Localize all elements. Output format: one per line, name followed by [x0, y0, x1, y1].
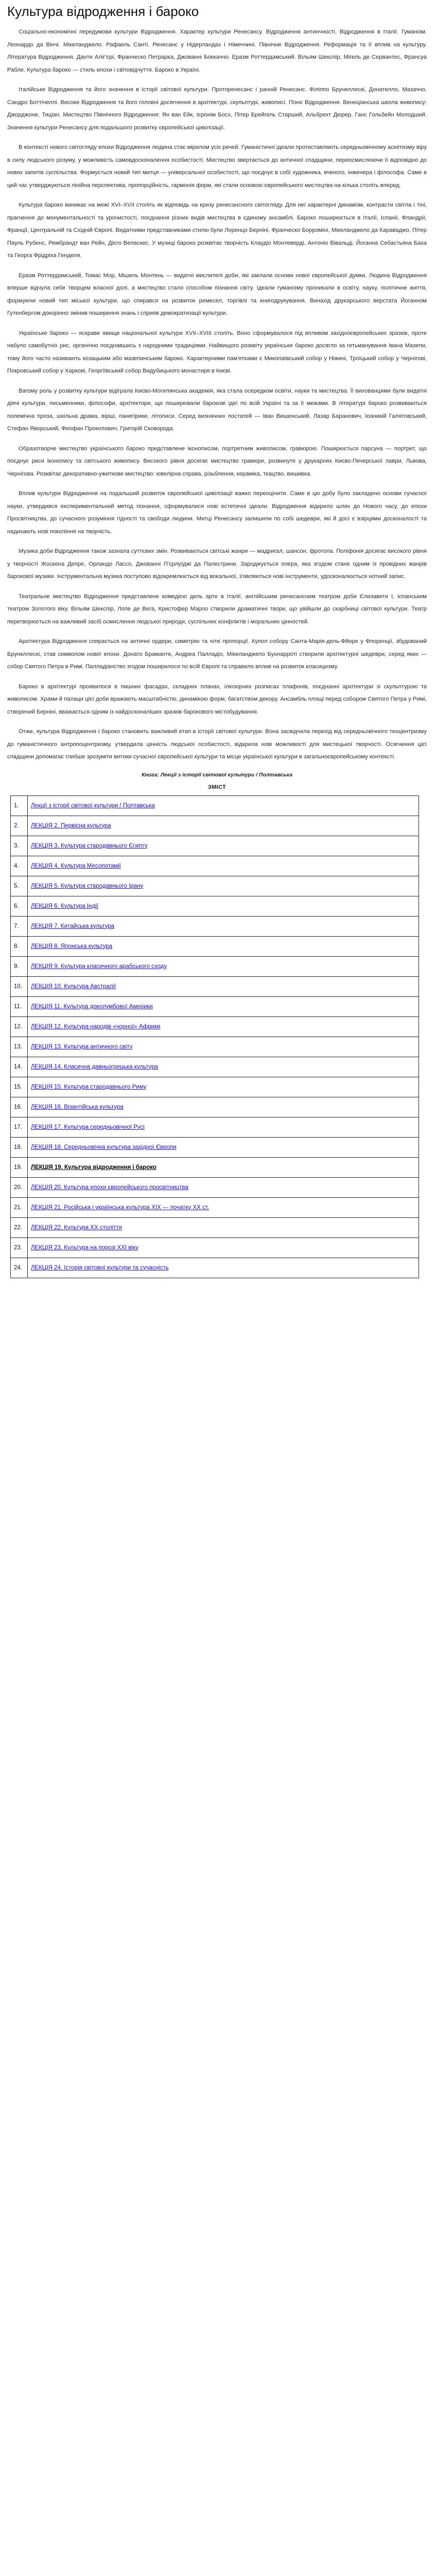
toc-row-cell — [28, 956, 419, 976]
toc-row-cell — [28, 1217, 419, 1238]
toc-row-cell — [28, 916, 419, 936]
toc-row-number: 2. — [11, 816, 28, 836]
toc-row-number: 4. — [11, 856, 28, 876]
toc-row-number: 7. — [11, 916, 28, 936]
toc-row — [11, 976, 419, 996]
toc-row — [11, 956, 419, 976]
toc-row-cell — [28, 1197, 419, 1217]
article-paragraph: Архітектура Відродження спирається на античні ордери, симетрію та чіткі пропорції. Купол собору Санта-Марія-дель-Фйоре у Флоренції, збудований Брунеллескі, став символом нової епохи. Донато Браманте, Андреа Палладіо, Мікеланджело Буонарроті створили архітектурні шедеври, серед яких — собор Святого Петра в Римі. Палладіанство згодом поширилося по всій Європі та справило вплив на розвиток класицизму. — [7, 638, 427, 670]
toc-row — [11, 1016, 419, 1037]
toc-row-number: 21. — [11, 1197, 28, 1217]
article-paragraph: Українське бароко — яскраве явище національної культури XVII–XVIII століть. Воно сформувалося під впливом західноєвропейських зразків, проте набуло самобутніх рис, органічно поєднавшись з народними традиціями. Найвищого розквіту українське бароко досягло за гетьманування Івана Мазепи, тому його часто називають козацьким або мазепинським бароко. Характерними пам'ятками є Миколаївський собор у Ніжині, Троїцький собор у Чернігові, Покровський собор у Харкові, Георгіївський собор Видубицького монастиря в Києві. — [7, 330, 427, 374]
toc-row — [11, 795, 419, 816]
article-paragraph: Вплив культури Відродження на подальший розвиток європейської цивілізації важко переоцінити. Саме в цю добу було закладено основи сучасної науки, утвердився експериментальний метод пізнання, сформувалися нові естетичні ідеали. Відродження відкрило шлях до Нового часу, до епохи Просвітництва, до сучасного розуміння гідності та свободи людини. Митці Ренесансу залишили по собі шедеври, які й досі є взірцями досконалості та надихають нові покоління на творчість. — [7, 490, 427, 535]
toc-row-cell — [28, 1137, 419, 1157]
article-paragraph: Вагому роль у розвитку культури відіграла Києво-Могилянська академія, яка стала осередком освіти, науки та мистецтва. Її вихованцями були видатні діячі культури, письменники, філософи, архітектори, що поширювали барокові ідеї по всій Україні та за її межами. В літературі бароко розвиваються полемічна проза, шкільна драма, вірші, панегірики, літописи. Серед визначних постатей — Іван Вишенський, Лазар Баранович, Іоаникій Галятовський, Стефан Яворський, Феофан Прокопович, Григорій Сковорода. — [7, 387, 427, 432]
toc-row — [11, 856, 419, 876]
toc-row-number: 24. — [11, 1258, 28, 1278]
toc-row-number: 20. — [11, 1177, 28, 1197]
toc-row-cell — [28, 1177, 419, 1197]
toc-row-cell — [28, 936, 419, 956]
toc-link[interactable]: ЛЕКЦІЯ 6. Культура Індії — [31, 903, 98, 909]
article-paragraph: Образотворче мистецтво українського бароко представлене іконописом, портретним живописом, гравюрою. Поширюється парсуна — портрет, що поєднує риси іконопису та світського живопису. Високого рівня досягає мистецтво гравюри, розвинуте у друкарнях Києво-Печерської лаври, Львова, Чернігова. Розквітає декоративно-ужиткове мистецтво: ювелірна справа, різьблення, кераміка, ткацтво, вишивка. — [7, 445, 427, 477]
toc-row-cell — [28, 1097, 419, 1117]
toc-row — [11, 1037, 419, 1057]
toc-row — [11, 1197, 419, 1217]
toc-row-cell — [28, 896, 419, 916]
toc-row-number: 5. — [11, 876, 28, 896]
toc-link[interactable]: ЛЕКЦІЯ 16. Візантійська культура — [31, 1104, 124, 1110]
toc-row-number: 23. — [11, 1238, 28, 1258]
toc-row-number: 15. — [11, 1077, 28, 1097]
toc-row-cell — [28, 996, 419, 1016]
toc-row-cell — [28, 1037, 419, 1057]
toc-row — [11, 1258, 419, 1278]
article-paragraph: Культура бароко виникає на межі XVI–XVII століть як відповідь на кризу ренесансного світогляду. Для неї характерні динамізм, контрасти світла і тіні, прагнення до монументальності та урочистості, поєднання різних видів мистецтва в єдиному ансамблі. Бароко поширюється в Італії, Іспанії, Фландрії, Франції, Центральній та Східній Європі. Видатними представниками стилю були Лоренцо Берніні, Франческо Борроміні, Мікеланджело да Караваджо, Пітер Пауль Рубенс, Рембрандт ван Рейн, Дієго Веласкес. У музиці бароко розквітає творчість Клаудіо Монтеверді, Антоніо Вівальді, Йоганна Себастьяна Баха та Георга Фрідріха Генделя. — [7, 202, 427, 259]
toc-link[interactable]: ЛЕКЦІЯ 7. Китайська культура — [31, 923, 114, 929]
toc-row — [11, 816, 419, 836]
toc-row-cell — [28, 816, 419, 836]
toc-row-cell — [28, 795, 419, 816]
toc-row-cell — [28, 1157, 419, 1177]
toc-link[interactable]: ЛЕКЦІЯ 12. Культура народів «чорної» Африки — [31, 1023, 161, 1030]
toc-row — [11, 936, 419, 956]
toc-link[interactable]: ЛЕКЦІЯ 18. Середньовічна культура західної Європи — [31, 1144, 177, 1150]
toc-link[interactable]: ЛЕКЦІЯ 17. Культура середньовічної Русі — [31, 1124, 145, 1130]
article-paragraph: Соціально-економічні передумови культури Відродження. Характер культури Ренесансу. Відродження антинчності. Відродження в Італії. Гуманізм. Леонардо да Вінчі. Мікеланджело. Рафаель Санті. Ренесанс у Нідерландах і Німеччині. Північне Відродження. Реформація та її вплив на культуру. Література Відродження. Данте Аліг'єрі, Франческо Петрарка, Джованні Боккаччо. Еразм Роттердамський. Вільям Шекспір, Мігель де Сервантес, Франсуа Рабле. Культура бароко — стиль епохи і світовідчуття. Бароко в Україні. — [7, 29, 427, 73]
toc-row-number: 10. — [11, 976, 28, 996]
toc-link[interactable]: ЛЕКЦІЯ 24. Історія світової культури та сучасність — [31, 1264, 169, 1271]
toc-row-cell — [28, 1258, 419, 1278]
toc-row-number: 13. — [11, 1037, 28, 1057]
toc-row — [11, 1057, 419, 1077]
toc-link[interactable]: ЛЕКЦІЯ 19. Культура відродження і бароко — [31, 1164, 156, 1171]
article-paragraph: Отже, культура Відродження і бароко становить важливий етап в історії світової культури. Вона засвідчила перехід від середньовічного теоцентризму до гуманістичного антропоцентризму, утвердила цінність людської особистості, відкрила нові можливості для мистецької творчості. Осягнення цієї спадщини допомагає глибше зрозуміти витоки сучасної європейської культури та місце української культури в загальноєвропейському контексті. — [7, 728, 427, 760]
toc-row-cell — [28, 1238, 419, 1258]
table-of-contents — [7, 772, 427, 1278]
toc-row — [11, 1217, 419, 1238]
toc-row-number: 22. — [11, 1217, 28, 1238]
article-paragraph: Еразм Роттердамський, Томас Мор, Мішель Монтень — видатні мислителі доби, які заклали основи нової європейської думки. Людина Відродження вперше відчула себе творцем власної долі, а мистецтво стало способом пізнання світу. Ідеали гуманізму проникали в освіту, науку, політичне життя, формуючи новий тип міської культури, що спирався на розвиток ремесел, торгівлі та книгодрукування. Винахід друкарського верстата Йоганном Гутенбергом докорінно змінив поширення знань і сприяв демократизації культури. — [7, 272, 427, 316]
toc-row — [11, 1097, 419, 1117]
toc-row — [11, 896, 419, 916]
toc-row-number: 16. — [11, 1097, 28, 1117]
toc-link[interactable]: ЛЕКЦІЯ 9. Культура класичного арабського сходу — [31, 963, 167, 970]
toc-row-number: 3. — [11, 836, 28, 856]
toc-row-cell — [28, 1077, 419, 1097]
toc-link[interactable]: ЛЕКЦІЯ 22. Культура XX століття — [31, 1224, 122, 1231]
toc-link[interactable]: ЛЕКЦІЯ 3. Культура стародавнього Єгипту — [31, 842, 148, 849]
toc-row-number: 19. — [11, 1157, 28, 1177]
toc-row-cell — [28, 856, 419, 876]
toc-row — [11, 1077, 419, 1097]
toc-row-number: 1. — [11, 795, 28, 816]
toc-row — [11, 836, 419, 856]
toc-link[interactable]: ЛЕКЦІЯ 11. Культура доколумбової Америки — [31, 1003, 153, 1010]
toc-link[interactable]: ЛЕКЦІЯ 23. Культура на порозі XXI віку — [31, 1244, 138, 1251]
toc-link[interactable]: ЛЕКЦІЯ 10. Культура Австралії — [31, 983, 116, 990]
toc-row-cell — [28, 976, 419, 996]
article-body — [7, 26, 427, 764]
toc-heading: ЗМІСТ — [208, 784, 226, 790]
toc-link[interactable]: ЛЕКЦІЯ 15. Культура стародавнього Риму — [31, 1083, 147, 1090]
toc-row-number: 9. — [11, 956, 28, 976]
toc-row — [11, 1238, 419, 1258]
toc-row-cell — [28, 876, 419, 896]
article-paragraph: Театральне мистецтво Відродження представлене комедією дель арте в Італії, англійським ренесансним театром доби Єлизавети I, іспанським театром Золотого віку. Вільям Шекспір, Лопе де Вега, Кристофер Марло створили драматичні твори, що увійшли до скарбниці світової культури. Театр перетворюється на важливий засіб осмислення людської природи, суспільних конфліктів і моральних цінностей. — [7, 593, 427, 625]
toc-link[interactable]: ЛЕКЦІЯ 13. Культура античного світу — [31, 1043, 133, 1050]
toc-row-cell — [28, 836, 419, 856]
article-paragraph: Музика доби Відродження також зазнала суттєвих змін. Розвиваються світські жанри — мадригал, шансон, фротола. Поліфонія досягає високого рівня у творчості Жоскена Депре, Орландо Лассо, Джованні П'єрлуїджі да Палестрини. Зароджується опера, яка згодом стане одним із провідних жанрів барокової музики. Інструментальна музика поступово відокремлюється від вокальної, з'являються нові інструменти, удосконалюється нотний запис. — [7, 548, 427, 580]
toc-row — [11, 1117, 419, 1137]
toc-row-cell — [28, 1117, 419, 1137]
article-paragraph: Бароко в архітектурі проявилося в пишних фасадах, складних планах, ілюзорних розписах плафонів, поєднанні архітектури зі скульптурою та живописом. Храми й палаци цієї доби вражають масштабністю, динамікою форм, багатством декору. Ансамбль площі перед собором Святого Петра у Римі, створений Берніні, вважається одним із найдосконаліших зразків барокового містобудування. — [7, 683, 427, 715]
toc-link[interactable]: ЛЕКЦІЯ 5. Культура стародавнього Ірану — [31, 883, 144, 889]
toc-link[interactable]: ЛЕКЦІЯ 14. Класична давньогрецька культура — [31, 1063, 158, 1070]
toc-row-number: 17. — [11, 1117, 28, 1137]
toc-row-number: 14. — [11, 1057, 28, 1077]
toc-row-cell — [28, 1016, 419, 1037]
toc-link[interactable]: ЛЕКЦІЯ 4. Культура Месопотамії — [31, 862, 121, 869]
toc-row — [11, 1177, 419, 1197]
toc-row-number: 11. — [11, 996, 28, 1016]
toc-link[interactable]: ЛЕКЦІЯ 21. Російська і українська культура XIX — початку XX ст. — [31, 1204, 209, 1211]
toc-row — [11, 1157, 419, 1177]
book-caption: Книга: Лекції з історії світової культури / Полтавська — [141, 771, 293, 778]
toc-row-number: 6. — [11, 896, 28, 916]
toc-row — [11, 1137, 419, 1157]
toc-link[interactable]: ЛЕКЦІЯ 20. Культура епохи європейського просвітництва — [31, 1184, 188, 1191]
article-paragraph: В контексті нового світогляду епохи Відродження людина стає мірилом усіх речей. Гуманістичні ідеали протиставляють середньовічному аскетизму віру в силу людського розуму, у можливість самовдосконалення особистості. Мистецтво звертається до античної спадщини, переосмислюючи її відповідно до нових запитів суспільства. Формується новий тип митця — універсальної особистості, що поєднує в собі художника, вченого, інженера і філософа. Саме в цей час утверджуються лінійна перспектива, пропорційність, гармонія форм, які стали основою європейського мистецтва на кілька століть вперед. — [7, 144, 427, 189]
toc-link[interactable]: Лекції з історії світової культури / Полтавська — [31, 802, 155, 809]
article-paragraph: Італійське Відродження та його значення в історії світової культури. Проторенесанс і ранній Ренесанс. Філіппо Брунеллескі, Донателло, Мазаччо, Сандро Боттічеллі. Високе Відродження та його головні досягнення в архітектурі, скульптурі, живописі. Пізнє Відродження. Венеціанська школа живопису: Джорджоне, Тиціан. Мистецтво Північного Відродження: Ян ван Ейк, Ієронім Босх, Пітер Брейгель Старший, Альбрехт Дюрер, Ганс Гольбейн Молодший. Значення культури Ренесансу для подальшого розвитку європейської цивілізації. — [7, 87, 427, 131]
page-title: Культура відродження і бароко — [7, 4, 199, 19]
toc-row — [11, 916, 419, 936]
toc-row-number: 12. — [11, 1016, 28, 1037]
page — [0, 0, 436, 1278]
toc-link[interactable]: ЛЕКЦІЯ 8. Японська культура — [31, 943, 113, 950]
toc-link[interactable]: ЛЕКЦІЯ 2. Первісна культура — [31, 822, 111, 829]
toc-row-number: 8. — [11, 936, 28, 956]
toc-row-number: 18. — [11, 1137, 28, 1157]
toc-table — [10, 795, 419, 1278]
toc-row-cell — [28, 1057, 419, 1077]
toc-row — [11, 876, 419, 896]
toc-row — [11, 996, 419, 1016]
